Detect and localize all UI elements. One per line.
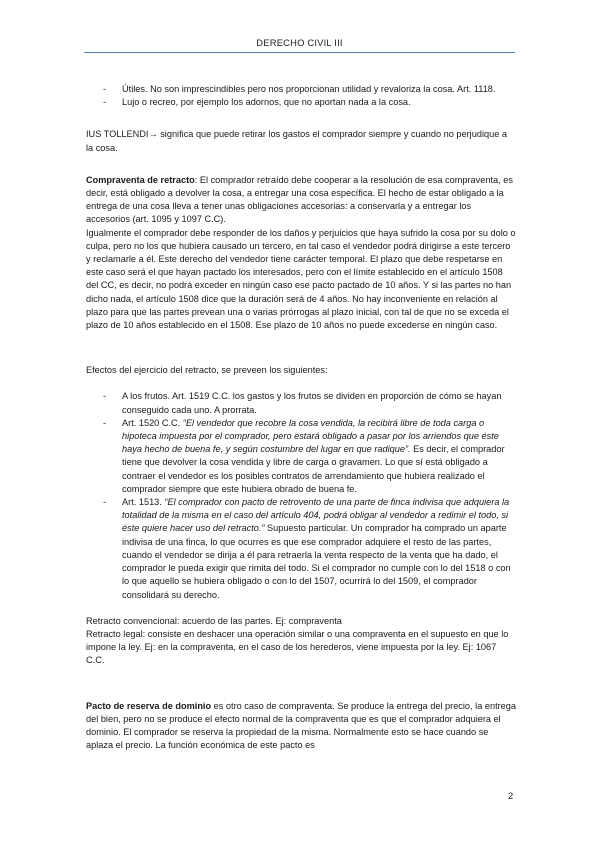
efectos-list (86, 390, 516, 601)
list-item: - Útiles. No son imprescindibles pero nos proporcionan utilidad y revaloriza la cosa. Art. 1118. (86, 83, 516, 96)
pacto-heading: Pacto de reserva de dominio (86, 700, 212, 711)
header-divider (84, 52, 515, 53)
list-item: - A los frutos. Art. 1519 C.C. los gastos y los frutos se dividen en proporción de cómo se hayan conseguido cada uno. A prorrata. (86, 390, 516, 416)
article-explanation: Supuesto particular. Un comprador ha comprado un aparte indivisa de una finca, lo que ocurres es que ese comprador adquiere el resto de las partes, cuando el vendedor se dirija a él para retraerla la venta respecto de la venta que ha dado, el comprador le pueda exigir que rimita del todo. Si el comprador no cumple con lo del 1518 o con lo que aquello se hubiera obligado o con lo del 1507, ocurrirá lo del 1509, el comprador consolidará su derecho. (122, 523, 511, 600)
retracto-text: : El comprador retraído debe cooperar a la resolución de esa compraventa, es decir, está obligado a devolver la cosa, a entregar una cosa específica. El hecho de estar obligado a la entrega de una cosa lleva a tener unas obligaciones accesorias: a conservarla y a entregar los accesorios (art. 1095 y 1097 C.C). (86, 174, 513, 225)
gastos-list (86, 83, 516, 109)
efectos-intro: Efectos del ejercicio del retracto, se preveen los siguientes: (86, 365, 328, 376)
ius-tollendi-paragraph: IUS TOLLENDI→ significa que puede retirar los gastos el comprador siempre y cuando no perjudique a la cosa. (86, 129, 507, 153)
page-content (86, 83, 516, 752)
retracto-paragraph-2: Igualmente el comprador debe responder de los daños y perjuicios que haya sufrido la cosa por su dolo o culpa, pero no los que hubiera causado un tercero, en tal caso el vendedor podrá dirigirse a este tercero y reclamarle a él. Este derecho del vendedor tiene carácter temporal. El plazo que debe respetarse en este caso será el que hayan pactado los interesados, pero con el límite establecido en el artículo 1508 del CC, es decir, no podrá exceder en ningún caso ese pacto pactado de 10 años. Y si las partes no han dicho nada, el artículo 1508 dice que la duración será de 4 años. No hay inconveniente en relación al plazo para que las partes prevean una o varias prórrogas al plazo inicial, con tal de que no se exceda el plazo de 10 años establecido en el 1508. Ese plazo de 10 años no puede excederse en ningún caso. (86, 227, 516, 331)
retracto-heading: Compraventa de retracto (86, 174, 195, 185)
article-quote: “El vendedor que recobre la cosa vendida, la recibirá libre de toda carga o hipoteca impuesta por el comprador, pero estará obligado a pasar por los arriendos que éste haya hecho de buena fe, y según costumbre del lugar en que radique”. (122, 417, 499, 455)
article-explanation: Es decir, el comprador tiene que devolver la cosa vendida y libre de carga o gravamen. Lo que sí está obligado a contraer el vendedor es los posibles contratos de arrendamiento que hubiera realizado el comprador siempre que este hubiera obrado de buena fe. (122, 444, 505, 494)
article-ref: Art. 1513. (122, 497, 165, 508)
retracto-legal: Retracto legal: consiste en deshacer una operación similar o una compraventa en el supuesto en que lo impone la ley. Ej: en la compraventa, en el caso de los herederos, viene impuesta por la ley. Ej: 1067 C.C. (86, 628, 509, 666)
article-ref: Art. 1520 C.C. (122, 417, 183, 428)
page-number: 2 (508, 790, 514, 801)
list-item (86, 496, 516, 602)
list-item: - Lujo o recreo, por ejemplo los adornos, que no aportan nada a la cosa. (86, 96, 516, 109)
list-item (86, 417, 516, 496)
retracto-paragraph (86, 174, 516, 227)
pacto-text: es otro caso de compraventa. Se produce la entrega del precio, la entrega del bien, pero no se produce el efecto normal de la compraventa que es que el comprador adquiera el dominio. El comprador se reserva la propiedad de la misma. Normalmente esto se hace cuando se aplaza el precio. La función económica de este pacto es (86, 700, 517, 751)
page-header-title: DERECHO CIVIL III (256, 37, 343, 48)
article-quote: “El comprador con pacto de retrovento de una parte de finca indivisa que adquiera la totalidad de la misma en el caso del artículo 404, podrá obligar al vendedor a redimir el todo, si éste quiere hacer uso del retracto.” (122, 497, 510, 534)
pacto-paragraph (86, 700, 516, 753)
retracto-convencional: Retracto convencional: acuerdo de las partes. Ej: compraventa (86, 615, 342, 626)
